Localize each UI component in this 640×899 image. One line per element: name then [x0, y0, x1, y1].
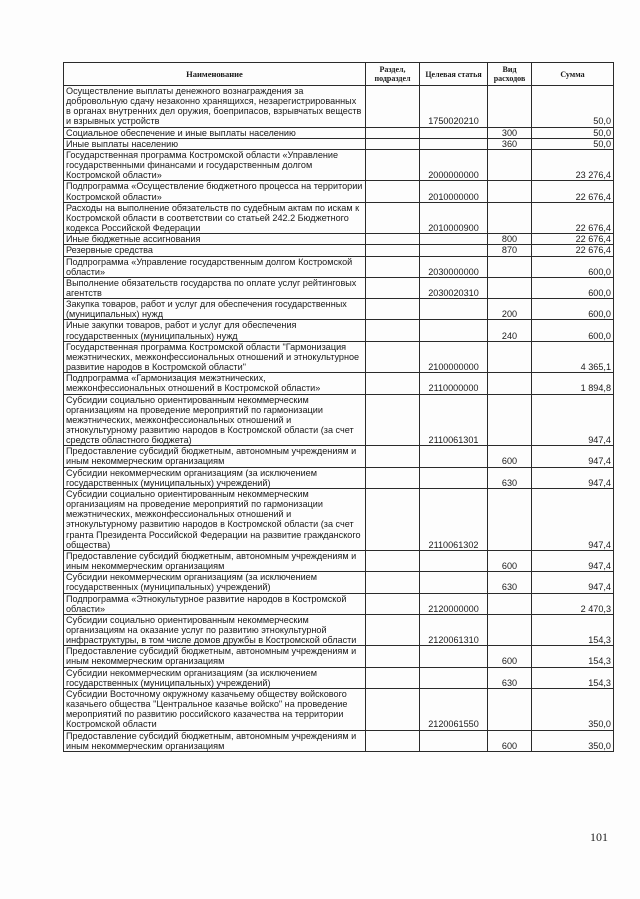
table-row	[64, 646, 614, 667]
cell-type: 600	[488, 446, 532, 467]
cell-section	[366, 572, 420, 593]
cell-sum: 350,0	[532, 730, 614, 751]
table-header-row	[64, 63, 614, 86]
cell-type: 630	[488, 467, 532, 488]
table-row	[64, 614, 614, 645]
table-row	[64, 730, 614, 751]
table-row	[64, 572, 614, 593]
cell-type	[488, 614, 532, 645]
cell-name: Подпрограмма «Гармонизация межэтнических, межконфессиональных отношений в Костромской области»	[64, 373, 366, 394]
cell-section	[366, 446, 420, 467]
cell-name: Осуществление выплаты денежного вознаграждения за добровольную сдачу незаконно хранящихся, незарегистрированных в органах внутренних дел оружия, боеприпасов, взрывчатых веществ и взрывных устройств	[64, 86, 366, 128]
cell-article: 2030000000	[420, 256, 488, 277]
cell-type	[488, 86, 532, 128]
table-row	[64, 127, 614, 138]
table-row	[64, 373, 614, 394]
cell-type: 300	[488, 127, 532, 138]
cell-section	[366, 149, 420, 180]
cell-section	[366, 202, 420, 233]
cell-name: Субсидии социально ориентированным некоммерческим организациям на проведение мероприятий по гармонизации межэтнических, межконфессиональных отношений и этнокультурному развитию народов в Костромской области (за счет гранта Президента Российской Федерации на развитие гражданского общества)	[64, 488, 366, 550]
cell-type	[488, 488, 532, 550]
cell-article: 2110061301	[420, 394, 488, 446]
budget-table	[63, 62, 614, 752]
cell-sum: 2 470,3	[532, 593, 614, 614]
cell-sum: 600,0	[532, 256, 614, 277]
cell-name: Субсидии социально ориентированным некоммерческим организациям на оказание услуг по развитию этнокультурной инфраструктуры, в том числе домов дружбы в Костромской области	[64, 614, 366, 645]
cell-section	[366, 234, 420, 245]
table-row	[64, 86, 614, 128]
header-article: Целевая статья	[420, 63, 488, 86]
cell-name: Закупка товаров, работ и услуг для обеспечения государственных (муниципальных) нужд	[64, 299, 366, 320]
cell-type: 200	[488, 299, 532, 320]
cell-sum: 947,4	[532, 467, 614, 488]
table-row	[64, 202, 614, 233]
cell-article	[420, 730, 488, 751]
table-row	[64, 688, 614, 730]
cell-section	[366, 467, 420, 488]
cell-name: Подпрограмма «Этнокультурное развитие народов в Костромской области»	[64, 593, 366, 614]
table-row	[64, 181, 614, 202]
cell-sum: 600,0	[532, 277, 614, 298]
cell-section	[366, 593, 420, 614]
header-name: Наименование	[64, 63, 366, 86]
cell-name: Резервные средства	[64, 245, 366, 256]
cell-article	[420, 138, 488, 149]
cell-name: Субсидии Восточному окружному казачьему обществу войскового казачьего общества "Центральное казачье войско" на проведение мероприятий по развитию российского казачества на территории Костромской области	[64, 688, 366, 730]
cell-type: 600	[488, 550, 532, 571]
cell-type	[488, 593, 532, 614]
cell-sum: 947,4	[532, 394, 614, 446]
table-row	[64, 234, 614, 245]
cell-type: 240	[488, 320, 532, 341]
cell-section	[366, 667, 420, 688]
cell-sum: 947,4	[532, 572, 614, 593]
cell-article	[420, 550, 488, 571]
cell-section	[366, 277, 420, 298]
cell-type	[488, 149, 532, 180]
table-row	[64, 467, 614, 488]
cell-type	[488, 688, 532, 730]
cell-type	[488, 277, 532, 298]
cell-article	[420, 234, 488, 245]
cell-section	[366, 256, 420, 277]
cell-type	[488, 181, 532, 202]
cell-section	[366, 127, 420, 138]
header-section: Раздел, подраздел	[366, 63, 420, 86]
cell-article: 2030020310	[420, 277, 488, 298]
cell-name: Субсидии некоммерческим организациям (за исключением государственных (муниципальных) учреждений)	[64, 667, 366, 688]
cell-sum: 1 894,8	[532, 373, 614, 394]
cell-section	[366, 86, 420, 128]
cell-name: Иные закупки товаров, работ и услуг для обеспечения государственных (муниципальных) нужд	[64, 320, 366, 341]
cell-name: Расходы на выполнение обязательств по судебным актам по искам к Костромской области в соответствии со статьей 242.2 Бюджетного кодекса Российской Федерации	[64, 202, 366, 233]
table-row	[64, 550, 614, 571]
cell-name: Иные бюджетные ассигнования	[64, 234, 366, 245]
cell-section	[366, 320, 420, 341]
table-body	[64, 86, 614, 752]
cell-name: Субсидии социально ориентированным некоммерческим организациям на проведение мероприятий по гармонизации межэтнических, межконфессиональных отношений и этнокультурному развитию народов в Костромской области (за счет средств областного бюджета)	[64, 394, 366, 446]
cell-article: 2110000000	[420, 373, 488, 394]
cell-name: Иные выплаты населению	[64, 138, 366, 149]
cell-sum: 22 676,4	[532, 181, 614, 202]
cell-sum: 600,0	[532, 299, 614, 320]
cell-article: 1750020210	[420, 86, 488, 128]
cell-type: 630	[488, 572, 532, 593]
cell-section	[366, 394, 420, 446]
cell-article	[420, 467, 488, 488]
cell-type: 360	[488, 138, 532, 149]
cell-sum: 154,3	[532, 646, 614, 667]
table-row	[64, 667, 614, 688]
cell-type	[488, 341, 532, 372]
cell-type	[488, 202, 532, 233]
cell-name: Предоставление субсидий бюджетным, автономным учреждениям и иным некоммерческим организациям	[64, 446, 366, 467]
cell-article	[420, 572, 488, 593]
cell-sum: 22 676,4	[532, 234, 614, 245]
table-row	[64, 394, 614, 446]
cell-type	[488, 256, 532, 277]
cell-type	[488, 394, 532, 446]
cell-article: 2120061550	[420, 688, 488, 730]
cell-name: Предоставление субсидий бюджетным, автономным учреждениям и иным некоммерческим организациям	[64, 646, 366, 667]
cell-name: Государственная программа Костромской области "Гармонизация межэтнических, межконфессиональных отношений и этнокультурное развитие народов в Костромской области"	[64, 341, 366, 372]
cell-sum: 23 276,4	[532, 149, 614, 180]
cell-section	[366, 614, 420, 645]
cell-article	[420, 646, 488, 667]
cell-article: 2000000000	[420, 149, 488, 180]
cell-name: Субсидии некоммерческим организациям (за исключением государственных (муниципальных) учреждений)	[64, 467, 366, 488]
header-type: Вид расходов	[488, 63, 532, 86]
cell-article: 2010000000	[420, 181, 488, 202]
cell-sum: 154,3	[532, 667, 614, 688]
cell-name: Подпрограмма «Осуществление бюджетного процесса на территории Костромской области»	[64, 181, 366, 202]
table-row	[64, 149, 614, 180]
cell-type	[488, 373, 532, 394]
cell-name: Субсидии некоммерческим организациям (за исключением государственных (муниципальных) учреждений)	[64, 572, 366, 593]
cell-name: Подпрограмма «Управление государственным долгом Костромской области»	[64, 256, 366, 277]
cell-sum: 50,0	[532, 86, 614, 128]
cell-section	[366, 646, 420, 667]
cell-section	[366, 488, 420, 550]
cell-section	[366, 181, 420, 202]
table-row	[64, 138, 614, 149]
cell-type: 600	[488, 646, 532, 667]
header-sum: Сумма	[532, 63, 614, 86]
table-row	[64, 277, 614, 298]
cell-article: 2110061302	[420, 488, 488, 550]
cell-sum: 154,3	[532, 614, 614, 645]
cell-article	[420, 667, 488, 688]
cell-type: 870	[488, 245, 532, 256]
cell-sum: 22 676,4	[532, 202, 614, 233]
cell-section	[366, 299, 420, 320]
table-row	[64, 341, 614, 372]
cell-name: Государственная программа Костромской области «Управление государственными финансами и государственным долгом Костромской области»	[64, 149, 366, 180]
table-row	[64, 593, 614, 614]
cell-sum: 600,0	[532, 320, 614, 341]
cell-article: 2010000900	[420, 202, 488, 233]
cell-article: 2120061310	[420, 614, 488, 645]
cell-section	[366, 730, 420, 751]
cell-type: 630	[488, 667, 532, 688]
cell-article	[420, 245, 488, 256]
table-row	[64, 488, 614, 550]
cell-section	[366, 688, 420, 730]
cell-sum: 50,0	[532, 138, 614, 149]
cell-article	[420, 446, 488, 467]
table-row	[64, 245, 614, 256]
cell-sum: 22 676,4	[532, 245, 614, 256]
cell-sum: 4 365,1	[532, 341, 614, 372]
cell-sum: 947,4	[532, 488, 614, 550]
cell-section	[366, 245, 420, 256]
cell-article	[420, 320, 488, 341]
cell-sum: 947,4	[532, 550, 614, 571]
cell-article	[420, 127, 488, 138]
table-row	[64, 320, 614, 341]
table-row	[64, 256, 614, 277]
cell-type: 800	[488, 234, 532, 245]
cell-section	[366, 341, 420, 372]
cell-section	[366, 138, 420, 149]
cell-article	[420, 299, 488, 320]
cell-name: Предоставление субсидий бюджетным, автономным учреждениям и иным некоммерческим организациям	[64, 730, 366, 751]
cell-name: Социальное обеспечение и иные выплаты населению	[64, 127, 366, 138]
cell-sum: 50,0	[532, 127, 614, 138]
cell-section	[366, 550, 420, 571]
cell-name: Предоставление субсидий бюджетным, автономным учреждениям и иным некоммерческим организациям	[64, 550, 366, 571]
cell-article: 2100000000	[420, 341, 488, 372]
cell-type: 600	[488, 730, 532, 751]
page-number: 101	[590, 830, 608, 844]
cell-section	[366, 373, 420, 394]
table-row	[64, 299, 614, 320]
cell-sum: 350,0	[532, 688, 614, 730]
cell-sum: 947,4	[532, 446, 614, 467]
cell-name: Выполнение обязательств государства по оплате услуг рейтинговых агентств	[64, 277, 366, 298]
cell-article: 2120000000	[420, 593, 488, 614]
table-row	[64, 446, 614, 467]
